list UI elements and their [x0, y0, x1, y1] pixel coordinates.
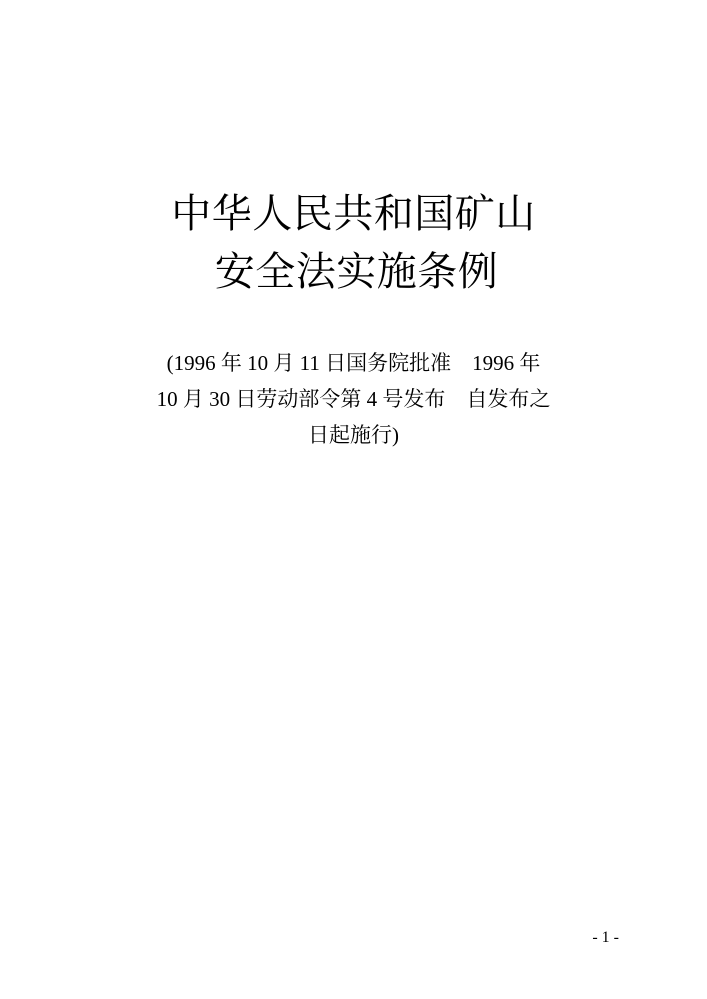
page-content	[88, 185, 619, 453]
subtitle-line-3: 日起施行)	[308, 423, 399, 448]
page-title	[88, 185, 619, 301]
subtitle-line-2: 10 月 30 日劳动部令第 4 号发布 自发布之	[156, 387, 551, 412]
page-title-line-2: 安全法实施条例	[214, 249, 499, 294]
page-number: - 1 -	[592, 929, 619, 946]
document-subtitle	[88, 345, 619, 453]
page-title-line-1: 中华人民共和国矿山	[171, 191, 536, 236]
subtitle-line-1: (1996 年 10 月 11 日国务院批准 1996 年	[166, 351, 541, 375]
